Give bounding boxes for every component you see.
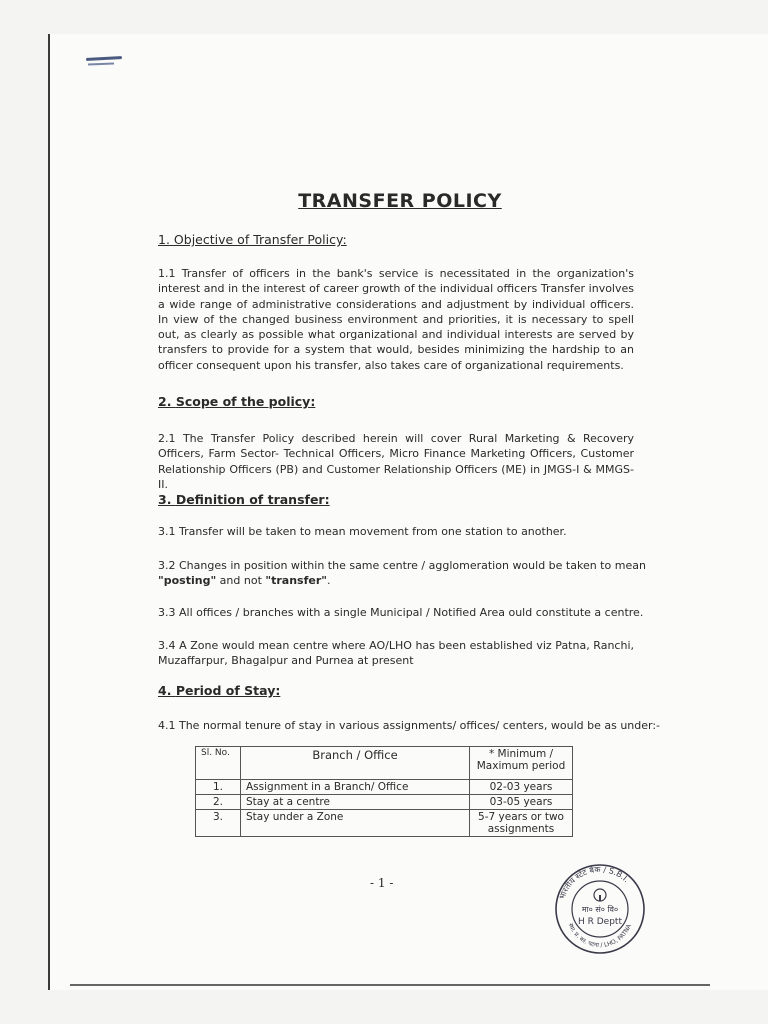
stamp-bottom-text: स्था. प्र. का. पटना / LHO, PATNA (566, 922, 633, 950)
tenure-table (195, 746, 573, 837)
cell-sl-no: 2. (196, 795, 241, 810)
cell-sl-no: 1. (196, 780, 241, 795)
section-2-paragraph: 2.1 The Transfer Policy described herein will cover Rural Marketing & Recovery Officers, Farm Sector- Technical Officers, Micro Finance Marketing Officers, Customer Relationship Officers (PB) and Customer Relationship Officers (ME) in JMGS-I & MMGS-II. (158, 432, 634, 491)
cell-period: 02-03 years (470, 780, 573, 795)
stamp-top-text: भारतीय स्टेट बैंक / S.B.I. (557, 864, 631, 901)
table-row (196, 780, 573, 795)
section-2-heading: 2. Scope of the policy: (158, 394, 316, 409)
page-number: - 1 - (370, 876, 394, 890)
clause-3-1: 3.1 Transfer will be taken to mean movement from one station to another. (158, 525, 567, 538)
clause-4-1: 4.1 The normal tenure of stay in various assignments/ offices/ centers, would be as under:- (158, 719, 661, 732)
section-1-heading: 1. Objective of Transfer Policy: (158, 232, 347, 247)
table-row (196, 810, 573, 837)
cell-period: 03-05 years (470, 795, 573, 810)
stamp-dept: H R Deptt (578, 917, 622, 927)
section-3-heading: 3. Definition of transfer: (158, 492, 330, 507)
header-branch-office: Branch / Office (241, 747, 470, 780)
document-title: TRANSFER POLICY (298, 190, 502, 212)
table-header-row (196, 747, 573, 780)
table-row (196, 795, 573, 810)
document-page (48, 34, 768, 990)
cell-branch-office: Stay under a Zone (241, 810, 470, 837)
clause-3-3: 3.3 All offices / branches with a single Municipal / Notified Area ould constitute a centre. (158, 606, 644, 619)
clause-3-2-line-1: 3.2 Changes in position within the same centre / agglomeration would be taken to mean (158, 559, 646, 572)
header-sl-no: Sl. No. (196, 747, 241, 780)
cell-branch-office: Assignment in a Branch/ Office (241, 780, 470, 795)
cell-sl-no: 3. (196, 810, 241, 837)
hr-dept-stamp (553, 862, 647, 956)
clause-3-4: 3.4 A Zone would mean centre where AO/LHO has been established viz Patna, Ranchi, Muzaffarpur, Bhagalpur and Purnea at present (158, 639, 634, 668)
page-bottom-edge (70, 984, 710, 986)
cell-branch-office: Stay at a centre (241, 795, 470, 810)
section-1-paragraph: 1.1 Transfer of officers in the bank's service is necessitated in the organization's interest and in the interest of career growth of the individual officers Transfer involves a wide range of administrative considerations and adjustment by individual officers. In view of the changed business environment and priorities, it is necessary to spell out, as clearly as possible what organizational and individual interests are served by transfers to provide for a system that would, besides minimizing the hardship to an officer consequent upon his transfer, also takes care of organizational requirements. (158, 267, 634, 372)
clause-3-2-line-2: "posting" and not "transfer". (158, 574, 331, 587)
header-period: * Minimum / Maximum period (470, 747, 573, 780)
stamp-dept-hindi: मा० सं० वि० (581, 905, 619, 914)
section-4-heading: 4. Period of Stay: (158, 683, 281, 698)
cell-period: 5-7 years or two assignments (470, 810, 573, 837)
